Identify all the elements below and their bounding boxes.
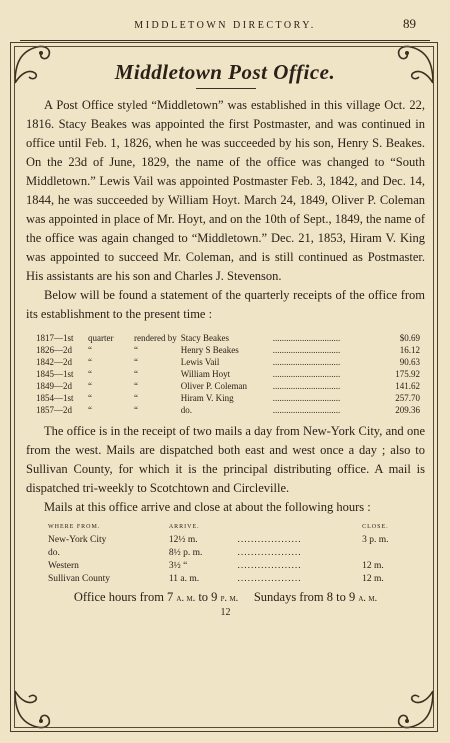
mail-arrive: 8½ p. m. xyxy=(168,548,203,558)
table-row xyxy=(46,573,416,586)
mail-hours-intro-paragraph: Mails at this office arrive and close at about the following hours : xyxy=(44,500,371,514)
receipt-amount: 257.70 xyxy=(395,393,420,403)
page-title: Middletown Post Office. xyxy=(114,60,336,84)
receipt-postmaster: Stacy Beakes xyxy=(180,333,229,343)
dot-leader: ................... xyxy=(237,574,302,584)
column-header-arrive: ARRIVE. xyxy=(168,524,200,530)
receipt-amount: $0.69 xyxy=(399,333,420,343)
sunday-hours-am: a. m. xyxy=(358,593,378,604)
table-row xyxy=(46,534,416,547)
corner-flourish-icon xyxy=(393,687,437,731)
mail-close: 3 p. m. xyxy=(362,535,389,545)
receipt-rendered: “ xyxy=(134,405,138,415)
receipt-year: 1845—1st xyxy=(36,369,74,379)
mail-close xyxy=(360,547,416,560)
mail-origin: Sullivan County xyxy=(48,574,111,584)
signature-number: 12 xyxy=(220,607,231,618)
dot-leader: .............................. xyxy=(272,405,341,415)
dot-leader: .............................. xyxy=(272,333,341,343)
hours-lead: Office hours from 7 xyxy=(73,590,174,604)
corner-flourish-icon xyxy=(11,687,55,731)
table-row xyxy=(46,560,416,573)
receipt-postmaster: do. xyxy=(180,405,192,415)
mail-arrive: 3½ “ xyxy=(168,561,188,571)
hours-to: to 9 xyxy=(195,590,218,604)
mail-arrive: 12½ m. xyxy=(168,535,198,545)
mail-schedule-table xyxy=(46,521,416,586)
receipt-amount: 209.36 xyxy=(395,405,420,415)
receipt-year: 1857—2d xyxy=(36,405,72,415)
hours-am: a. m. xyxy=(176,593,196,604)
mail-arrive: 11 a. m. xyxy=(168,574,200,584)
table-row xyxy=(34,356,422,368)
dot-leader: .............................. xyxy=(272,345,341,355)
table-row xyxy=(34,368,422,380)
dot-leader: .............................. xyxy=(272,369,341,379)
running-head: MIDDLETOWN DIRECTORY. xyxy=(134,20,316,31)
dot-leader: ................... xyxy=(237,548,302,558)
receipt-postmaster: Lewis Vail xyxy=(180,357,220,367)
receipt-postmaster: William Hoyt xyxy=(180,369,231,379)
receipt-amount: 141.62 xyxy=(395,381,420,391)
receipts-intro-paragraph: Below will be found a statement of the quarterly receipts of the office from its establishment to the present time : xyxy=(26,288,425,321)
receipt-rendered: “ xyxy=(134,369,138,379)
receipt-rendered: “ xyxy=(134,357,138,367)
receipt-postmaster: Oliver P. Coleman xyxy=(180,381,247,391)
receipt-rendered: “ xyxy=(134,393,138,403)
mail-origin: New-York City xyxy=(48,535,107,545)
table-row xyxy=(34,332,422,344)
mail-close: 12 m. xyxy=(362,561,384,571)
receipt-amount: 16.12 xyxy=(399,345,420,355)
column-header-close: CLOSE. xyxy=(362,524,389,530)
dot-leader: .............................. xyxy=(272,393,341,403)
dot-leader: ................... xyxy=(237,535,302,545)
dot-leader: ................... xyxy=(237,561,302,571)
receipt-rendered: “ xyxy=(134,345,138,355)
receipt-year: 1849—2d xyxy=(36,381,72,391)
office-hours-line xyxy=(26,588,425,608)
hours-pm: p. m. xyxy=(220,593,239,604)
receipt-postmaster: Henry S Beakes xyxy=(180,345,239,355)
receipt-period: “ xyxy=(88,357,92,367)
table-row xyxy=(34,380,422,392)
table-row xyxy=(34,404,422,416)
receipt-year: 1826—2d xyxy=(36,345,72,355)
receipt-period: “ xyxy=(88,369,92,379)
receipt-postmaster: Hiram V. King xyxy=(180,393,234,403)
title-rule xyxy=(196,88,256,89)
receipt-period: “ xyxy=(88,345,92,355)
receipt-year: 1854—1st xyxy=(36,393,74,403)
dot-leader: .............................. xyxy=(272,381,341,391)
receipt-period: “ xyxy=(88,393,92,403)
receipt-rendered: rendered by xyxy=(134,333,177,343)
receipts-table xyxy=(34,332,422,416)
sunday-hours: Sundays from 8 to 9 xyxy=(253,590,356,604)
column-header-from: WHERE FROM. xyxy=(48,524,101,530)
mail-service-paragraph: The office is in the receipt of two mails a day from New-York City, and one from the west. Mails are dispatched both east and west once a day ; also to Sullivan County, for which it is the principal distributing office. A mail is dispatched tri-weekly to Scotchtown and Circleville. xyxy=(26,424,425,495)
receipt-amount: 175.92 xyxy=(395,369,420,379)
mail-close: 12 m. xyxy=(362,574,384,584)
receipt-period: quarter xyxy=(88,333,114,343)
receipt-rendered: “ xyxy=(134,381,138,391)
header-rule xyxy=(20,40,430,41)
article-body xyxy=(26,96,425,618)
dot-leader: .............................. xyxy=(272,357,341,367)
table-row xyxy=(46,547,416,560)
page-number: 89 xyxy=(403,16,416,31)
table-row xyxy=(34,344,422,356)
receipt-period: “ xyxy=(88,405,92,415)
receipt-period: “ xyxy=(88,381,92,391)
table-row xyxy=(34,392,422,404)
history-paragraph: A Post Office styled “Middletown” was established in this village Oct. 22, 1816. Stacy Beakes was appointed the first Postmaster, and was continued in office until Feb. 1, 1826, when he was succeeded by his son, Henry S. Beakes. On the 23d of June, 1829, the name of the office was changed to “South Middletown.” Lewis Vail was appointed Postmaster Feb. 3, 1842, and Dec. 14, 1844, he was succeeded by William Hoyt. March 24, 1849, Oliver P. Coleman was appointed in place of Mr. Hoyt, and on the 10th of Sept., 1849, the name of the office was again changed to “Middletown.” Dec. 21, 1853, Hiram V. King was appointed to succeed Mr. Coleman, and is still continued as Postmaster. His assistants are his son and Charles J. Stevenson. xyxy=(26,98,425,283)
receipt-amount: 90.63 xyxy=(399,357,420,367)
mail-origin: do. xyxy=(48,548,60,558)
receipt-year: 1842—2d xyxy=(36,357,72,367)
mail-origin: Western xyxy=(48,561,79,571)
receipt-year: 1817—1st xyxy=(36,333,74,343)
